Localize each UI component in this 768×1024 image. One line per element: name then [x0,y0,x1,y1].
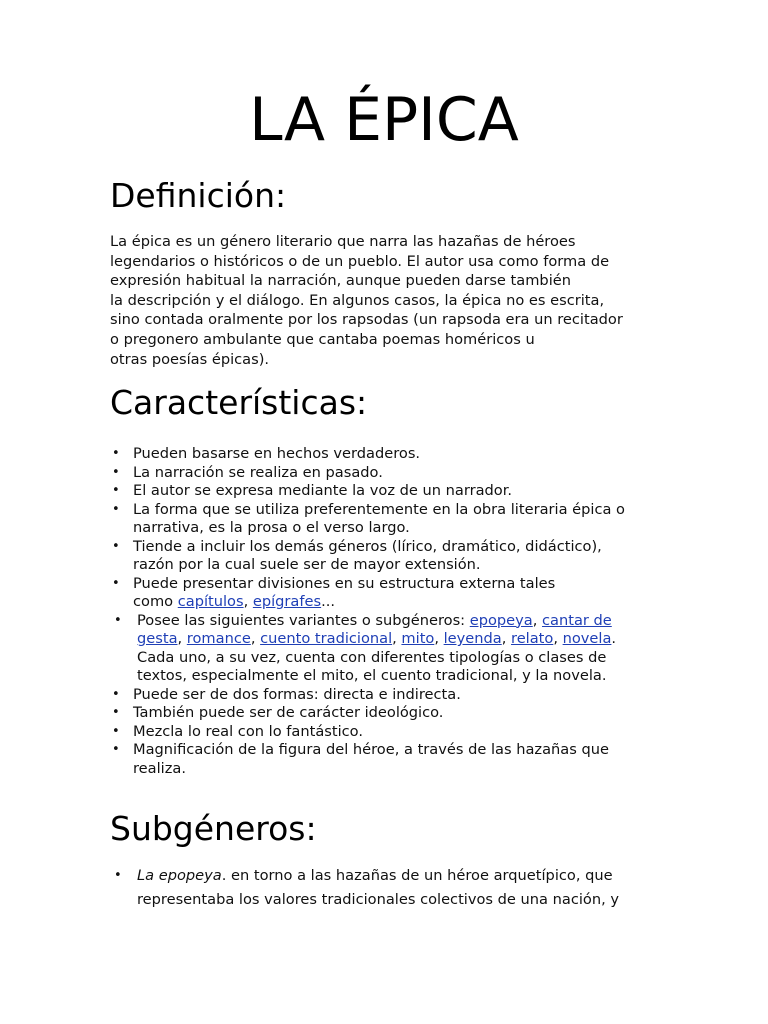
paragraph-line: la descripción y el diálogo. En algunos casos, la épica no es escrita, [110,291,605,309]
list-item-text: realiza. [133,759,186,777]
paragraph-line: expresión habitual la narración, aunque pueden darse también [110,272,571,290]
list-item-text: narrativa, es la prosa o el verso largo. [133,519,410,536]
list-item-text: • Pueden basarse en hechos verdaderos. [133,445,421,462]
list-item-text [137,630,690,649]
mito-link[interactable]: mito [401,630,435,647]
list-item-text: representaba los valores tradicionales colectivos de una nación, y [137,891,619,908]
definicion-paragraph [110,232,670,369]
list-item [110,741,690,778]
text-fragment: , [501,630,512,647]
definicion-heading: Definición: [110,176,287,215]
list-item-text [133,593,690,612]
text-fragment: , [250,630,261,647]
list-item-text: • El autor se expresa mediante la voz de un narrador. [133,482,513,499]
list-item [110,482,690,501]
text-fragment: . en torno a las hazañas de un héroe arquetípico, que [221,867,613,884]
list-item-text: • Mezcla lo real con lo fantástico. [133,722,363,740]
list-item-text [137,612,690,631]
text-fragment: , [434,630,444,647]
epopeya-term: La epopeya [137,867,222,884]
paragraph-line: sino contada oralmente por los rapsodas (un rapsoda era un recitador [110,311,623,329]
list-item-text [137,864,690,888]
list-item [110,612,690,686]
list-item-text: • También puede ser de carácter ideológico. [133,704,444,721]
list-item-text: • La narración se realiza en pasado. [133,463,383,481]
list-item [110,704,690,723]
paragraph-line: legendarios o históricos o de un pueblo. El autor usa como forma de [110,252,610,270]
text-fragment: . [611,630,617,647]
list-item [110,464,690,483]
list-item-text: • La forma que se utiliza preferentemente en la obra literaria épica o [133,500,625,518]
list-item-text: razón por la cual suele ser de mayor extensión. [133,556,481,573]
epigrafes-link[interactable]: epígrafes [252,593,322,610]
list-item-text: • Puede ser de dos formas: directa e indirecta. [133,685,461,703]
list-item [110,538,690,575]
text-fragment: como [133,593,178,610]
text-fragment: , [243,593,253,610]
caracteristicas-list [110,445,690,778]
text-fragment: , [532,611,543,629]
list-item [110,445,690,464]
caracteristicas-heading: Características: [110,383,368,422]
list-item-text: • Puede presentar divisiones en su estructura externa tales [133,574,556,592]
text-fragment: Posee las siguientes variantes o subgéneros: [137,611,470,629]
list-item [110,864,690,912]
list-item [110,723,690,742]
cantar-de-gesta-link[interactable]: gesta [137,630,178,647]
cantar-de-gesta-link[interactable]: cantar de [542,611,612,629]
paragraph-line: o pregonero ambulante que cantaba poemas homéricos u [110,330,535,348]
paragraph-line: La épica es un género literario que narra las hazañas de héroes [110,233,576,250]
relato-link[interactable]: relato [511,630,554,647]
page-title: LA ÉPICA [249,85,519,155]
text-fragment: ... [321,593,336,610]
list-item-text: • Tiende a incluir los demás géneros (lírico, dramático, didáctico), [133,537,602,555]
capitulos-link[interactable]: capítulos [177,593,244,610]
novela-link[interactable]: novela [562,630,612,647]
list-item [110,575,690,612]
epopeya-link[interactable]: epopeya [469,611,533,629]
text-fragment: , [553,630,563,647]
list-item-text: • Magnificación de la figura del héroe, a través de las hazañas que [133,741,609,758]
paragraph-line: otras poesías épicas). [110,350,270,368]
leyenda-link[interactable]: leyenda [443,630,502,647]
romance-link[interactable]: romance [186,630,251,647]
list-item [110,686,690,705]
list-item-text: Cada uno, a su vez, cuenta con diferentes tipologías o clases de [137,648,607,666]
text-fragment: , [177,630,187,647]
subgeneros-list [110,864,690,912]
list-item-text: textos, especialmente el mito, el cuento tradicional, y la novela. [137,667,607,684]
cuento-tradicional-link[interactable]: cuento tradicional [260,630,393,647]
list-item [110,501,690,538]
text-fragment: , [392,630,402,647]
subgeneros-heading: Subgéneros: [110,809,317,848]
